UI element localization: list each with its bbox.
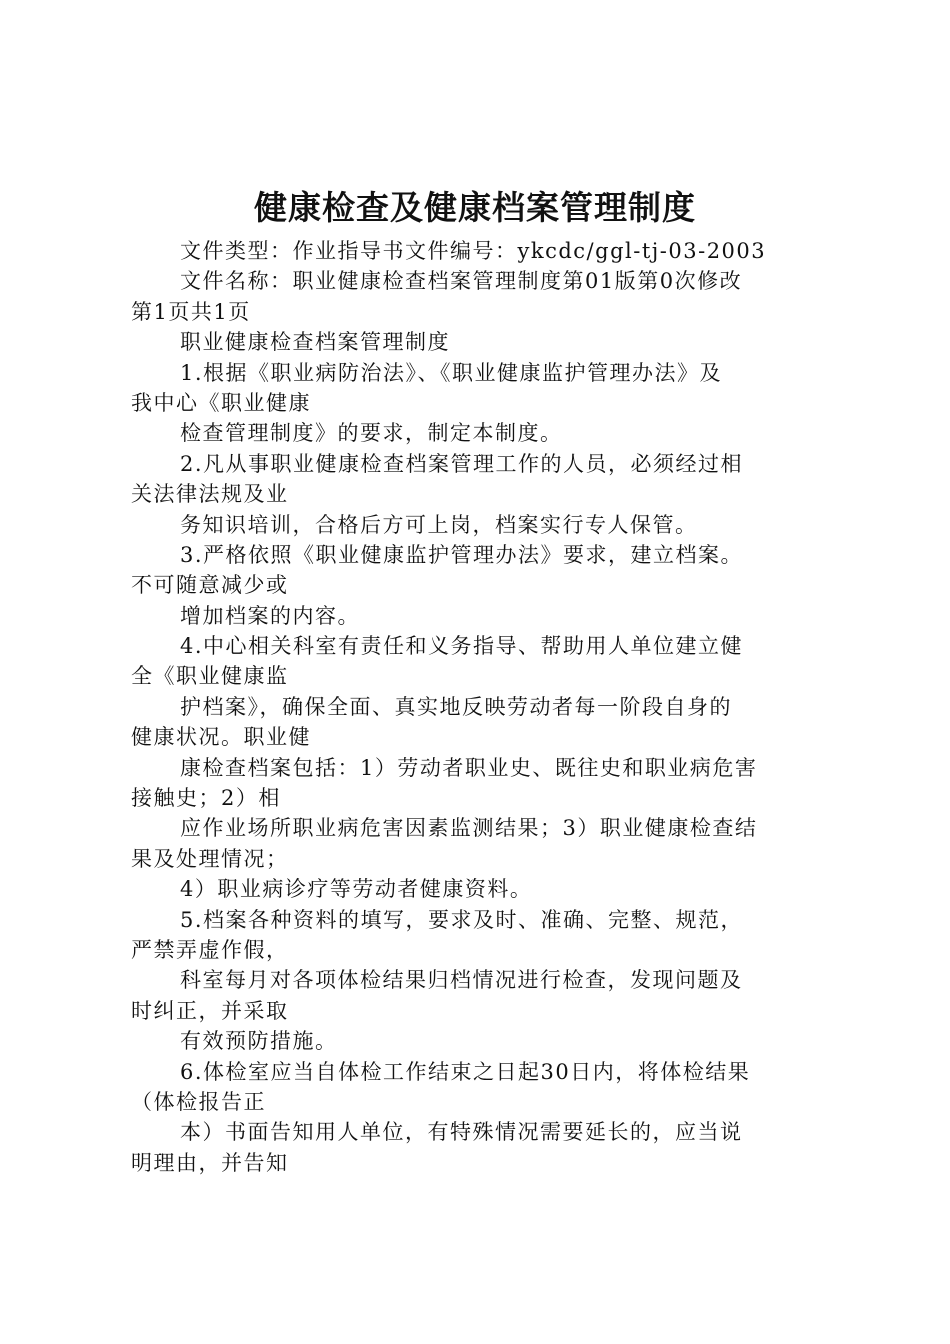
document-title: 健康检查及健康档案管理制度 [254, 188, 696, 227]
text-line: 果及处理情况； [131, 846, 289, 871]
text-line: 4.中心相关科室有责任和义务指导、帮助用人单位建立健 [180, 634, 744, 659]
text-line: 明理由，并告知 [131, 1150, 289, 1175]
text-line: 应作业场所职业病危害因素监测结果；3）职业健康检查结 [180, 816, 758, 841]
text-line: 3.严格依照《职业健康监护管理办法》要求，建立档案。 [180, 542, 744, 567]
text-line: 文件类型：作业指导书文件编号：ykcdc/ggl-tj-03-2003 [180, 239, 767, 263]
text-line: 务知识培训，合格后方可上岗，档案实行专人保管。 [180, 512, 698, 537]
document-body [131, 236, 831, 1178]
text-line: 1.根据《职业病防治法》、《职业健康监护管理办法》及 [180, 360, 723, 385]
text-line: 接触史；2）相 [131, 786, 281, 811]
text-line: 4）职业病诊疗等劳动者健康资料。 [180, 877, 533, 902]
text-line: 有效预防措施。 [180, 1029, 338, 1054]
text-line: 时纠正，并采取 [131, 998, 289, 1023]
text-line: （体检报告正 [131, 1089, 266, 1114]
text-line: 职业健康检查档案管理制度 [180, 330, 450, 355]
text-line: 文件名称：职业健康检查档案管理制度第01版第0次修改 [180, 269, 743, 294]
text-line: 康检查档案包括：1）劳动者职业史、既往史和职业病危害 [180, 755, 758, 780]
text-line: 护档案》，确保全面、真实地反映劳动者每一阶段自身的 [180, 694, 732, 719]
text-line: 检查管理制度》的要求，制定本制度。 [180, 421, 563, 446]
text-line: 6.体检室应当自体检工作结束之日起30日内，将体检结果 [180, 1059, 751, 1084]
text-line: 严禁弄虚作假， [131, 937, 289, 962]
text-line: 本）书面告知用人单位，有特殊情况需要延长的，应当说 [180, 1120, 743, 1145]
text-line: 全《职业健康监 [131, 664, 289, 689]
text-line: 我中心《职业健康 [131, 390, 311, 415]
text-line: 科室每月对各项体检结果归档情况进行检查，发现问题及 [180, 968, 743, 993]
text-line: 关法律法规及业 [131, 482, 289, 507]
text-line: 健康状况。职业健 [131, 725, 311, 750]
text-line: 2.凡从事职业健康检查档案管理工作的人员，必须经过相 [180, 451, 744, 476]
text-line: 第1页共1页 [131, 299, 251, 324]
text-line: 不可随意减少或 [131, 573, 289, 598]
text-line: 5.档案各种资料的填写，要求及时、准确、完整、规范， [180, 907, 744, 932]
text-line: 增加档案的内容。 [180, 603, 360, 628]
